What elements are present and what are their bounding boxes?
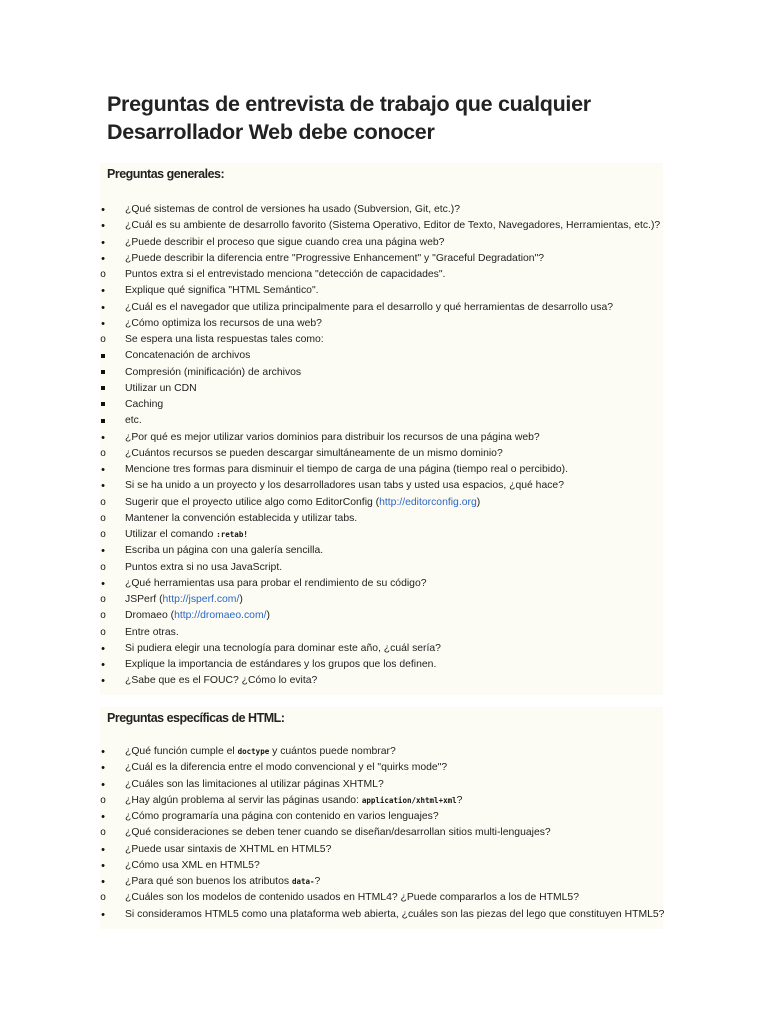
- list-item-text: [125, 446, 503, 462]
- item-text: Explique la importancia de estándares y los grupos que los definen.: [125, 659, 437, 670]
- list-item: [0, 462, 680, 478]
- disc-bullet-icon: [96, 907, 110, 924]
- list-item: [0, 251, 680, 267]
- item-text: ¿Cómo usa XML en HTML5?: [125, 859, 260, 871]
- disc-bullet-icon: [96, 641, 110, 658]
- item-text: ¿Cuáles son los modelos de contenido usados en HTML4? ¿Puede compararlos a los de HTML5?: [125, 892, 579, 904]
- disc-bullet-icon: [96, 760, 110, 777]
- list-item: [0, 809, 680, 825]
- list-item: [0, 527, 680, 543]
- item-text-after: ): [266, 610, 270, 622]
- general-questions-list: [0, 202, 680, 690]
- list-item-text: [125, 560, 282, 576]
- list-item-text: [125, 760, 447, 776]
- item-text: JSPerf (: [125, 594, 163, 605]
- circle-bullet-icon: [96, 825, 110, 841]
- list-item: [0, 592, 680, 608]
- list-item-text: [125, 478, 564, 494]
- item-text-after: y cuántos puede nombrar?: [269, 746, 396, 757]
- item-text: Escriba un página con una galería sencilla.: [125, 545, 324, 557]
- disc-bullet-icon: [96, 809, 110, 826]
- list-item-text: [125, 874, 320, 890]
- item-text: Utilizar el comando: [125, 529, 217, 540]
- list-item-text: [125, 218, 660, 234]
- disc-bullet-icon: [96, 576, 110, 593]
- list-item: [0, 608, 680, 624]
- disc-bullet-icon: [96, 874, 110, 891]
- disc-bullet-icon: [96, 673, 110, 690]
- list-item: [0, 397, 680, 413]
- list-item-text: [125, 608, 270, 624]
- list-item-text: [125, 625, 179, 641]
- list-item-text: [125, 251, 544, 267]
- list-item: [0, 673, 680, 689]
- circle-bullet-icon: [96, 527, 110, 543]
- item-text: ¿Cuál es la diferencia entre el modo convencional y el "quirks mode"?: [125, 762, 448, 774]
- item-text: ¿Cuál es el navegador que utiliza principalmente para el desarrollo y qué herramientas de desarrollo usa?: [125, 301, 614, 313]
- list-item: [0, 760, 680, 776]
- disc-bullet-icon: [96, 744, 110, 761]
- list-item: [0, 430, 680, 446]
- list-item: [0, 641, 680, 657]
- list-item: [0, 235, 680, 251]
- list-item: [0, 202, 680, 218]
- list-item: [0, 283, 680, 299]
- section-heading-general: Preguntas generales:: [100, 163, 663, 185]
- item-text: ¿Cuántos recursos se pueden descargar simultáneamente de un mismo dominio?: [125, 447, 503, 459]
- item-text: ¿Cómo optimiza los recursos de una web?: [125, 317, 322, 329]
- disc-bullet-icon: [96, 543, 110, 560]
- item-text: ¿Cómo programaría una página con contenido en varios lenguajes?: [125, 811, 439, 822]
- circle-bullet-icon: [96, 332, 110, 348]
- item-text: Mencione tres formas para disminuir el tiempo de carga de una página (tiempo real o percibido).: [125, 464, 568, 475]
- disc-bullet-icon: [96, 300, 110, 317]
- list-item-text: [125, 332, 324, 348]
- list-item-text: [125, 825, 551, 841]
- list-item-text: [125, 673, 317, 689]
- list-item: [0, 365, 680, 381]
- list-item-text: [125, 283, 319, 299]
- list-item: [0, 576, 680, 592]
- item-text-after: ): [476, 496, 481, 508]
- item-text: ¿Hay algún problema al servir las páginas usando:: [125, 794, 362, 806]
- list-item: [0, 218, 680, 234]
- disc-bullet-icon: [96, 316, 110, 333]
- list-item: [0, 842, 680, 858]
- circle-bullet-icon: [96, 560, 110, 576]
- list-item-text: [125, 858, 260, 874]
- disc-bullet-icon: [96, 430, 110, 447]
- square-bullet-icon: [96, 397, 110, 413]
- list-item-text: [125, 793, 462, 809]
- list-item: [0, 381, 680, 397]
- item-text: ¿Puede describir el proceso que sigue cuando crea una página web?: [125, 236, 445, 248]
- item-text: Se espera una lista respuestas tales como:: [125, 334, 324, 345]
- list-item-text: [125, 397, 163, 413]
- list-item-text: [125, 511, 357, 527]
- list-item-text: [125, 527, 248, 543]
- list-item: [0, 777, 680, 793]
- inline-code: application/xhtml+xml: [361, 795, 457, 805]
- list-item-text: [125, 543, 323, 559]
- disc-bullet-icon: [96, 283, 110, 300]
- disc-bullet-icon: [96, 777, 110, 794]
- item-text: ¿Cuál es su ambiente de desarrollo favorito (Sistema Operativo, Editor de Texto, Navegadores, Herramientas, etc.)?: [125, 220, 661, 232]
- item-text: ¿Puede usar sintaxis de XHTML en HTML5?: [125, 843, 332, 855]
- item-text: Si pudiera elegir una tecnología para dominar este año, ¿cuál sería?: [125, 642, 441, 654]
- item-text: ¿Cuáles son las limitaciones al utilizar páginas XHTML?: [125, 778, 384, 790]
- item-link[interactable]: http://editorconfig.org: [379, 496, 477, 508]
- circle-bullet-icon: [96, 608, 110, 624]
- list-item-text: [125, 413, 142, 429]
- circle-bullet-icon: [96, 511, 110, 527]
- list-item: [0, 793, 680, 809]
- list-item: [0, 543, 680, 559]
- inline-code: doctype: [237, 747, 270, 756]
- list-item: [0, 560, 680, 576]
- list-item: [0, 657, 680, 673]
- disc-bullet-icon: [96, 657, 110, 674]
- list-item: [0, 348, 680, 364]
- list-item: [0, 267, 680, 283]
- item-text: Dromaeo (: [125, 610, 175, 622]
- list-item: [0, 874, 680, 890]
- disc-bullet-icon: [96, 251, 110, 268]
- circle-bullet-icon: [96, 446, 110, 462]
- item-text: Entre otras.: [125, 626, 179, 638]
- list-item-text: [125, 809, 439, 825]
- item-text: Caching: [125, 399, 164, 410]
- list-item-text: [125, 890, 579, 906]
- section-heading-html: Preguntas específicas de HTML:: [100, 707, 663, 729]
- item-text-after: ): [239, 594, 243, 605]
- list-item-text: [125, 576, 427, 592]
- item-text: Mantener la convención establecida y utilizar tabs.: [125, 512, 358, 524]
- list-item-text: [125, 592, 243, 608]
- circle-bullet-icon: [96, 890, 110, 906]
- item-text: Explique qué significa "HTML Semántico".: [125, 285, 319, 297]
- list-item: [0, 332, 680, 348]
- item-text-after: ?: [456, 794, 463, 806]
- inline-code: data-: [291, 877, 315, 886]
- circle-bullet-icon: [96, 592, 110, 608]
- item-text: Puntos extra si el entrevistado menciona "detección de capacidades".: [125, 269, 446, 280]
- list-item-text: [125, 641, 441, 657]
- item-text: ¿Qué consideraciones se deben tener cuando se diseñan/desarrollan sitios multi-lenguajes?: [125, 827, 551, 839]
- item-text: Si consideramos HTML5 como una plataforma web abierta, ¿cuáles son las piezas del lego que constituyen HTML5?: [125, 908, 665, 920]
- item-text: Si se ha unido a un proyecto y los desarrolladores usan tabs y usted usa espacios, ¿qué hace?: [125, 480, 564, 492]
- square-bullet-icon: [96, 348, 110, 364]
- disc-bullet-icon: [96, 218, 110, 235]
- list-item-text: [125, 300, 613, 316]
- item-text: ¿Qué función cumple el: [125, 746, 238, 757]
- square-bullet-icon: [96, 381, 110, 397]
- list-item: [0, 890, 680, 906]
- square-bullet-icon: [96, 413, 110, 429]
- list-item-text: [125, 777, 384, 793]
- list-item: [0, 825, 680, 841]
- item-text: etc.: [125, 415, 142, 427]
- list-item-text: [125, 842, 331, 858]
- item-text-after: ?: [314, 876, 321, 887]
- list-item-text: [125, 365, 301, 381]
- disc-bullet-icon: [96, 478, 110, 495]
- page-title: Preguntas de entrevista de trabajo que cualquier Desarrollador Web debe conocer: [107, 92, 591, 144]
- item-text: Compresión (minificación) de archivos: [125, 366, 302, 378]
- circle-bullet-icon: [96, 625, 110, 641]
- list-item: [0, 744, 680, 760]
- list-item-text: [125, 316, 322, 332]
- list-item: [0, 511, 680, 527]
- item-text: Utilizar un CDN: [125, 382, 197, 394]
- list-item-text: [125, 907, 664, 923]
- item-text: ¿Para qué son buenos los atributos: [125, 876, 292, 887]
- item-text: ¿Qué sistemas de control de versiones ha usado (Subversion, Git, etc.)?: [125, 204, 460, 215]
- list-item: [0, 446, 680, 462]
- list-item-text: [125, 381, 197, 397]
- list-item-text: [125, 744, 396, 760]
- list-item: [0, 413, 680, 429]
- disc-bullet-icon: [96, 235, 110, 252]
- list-item-text: [125, 267, 445, 283]
- item-text: Concatenación de archivos: [125, 350, 251, 362]
- list-item-text: [125, 235, 444, 251]
- list-item-text: [125, 202, 460, 218]
- item-link[interactable]: http://dromaeo.com/: [174, 610, 267, 622]
- circle-bullet-icon: [96, 495, 110, 511]
- list-item: [0, 300, 680, 316]
- item-text: ¿Sabe que es el FOUC? ¿Cómo lo evita?: [125, 675, 318, 687]
- disc-bullet-icon: [96, 202, 110, 219]
- disc-bullet-icon: [96, 842, 110, 859]
- square-bullet-icon: [96, 365, 110, 381]
- inline-code: :retab!: [216, 530, 248, 539]
- list-item-text: [125, 657, 436, 673]
- item-text: ¿Por qué es mejor utilizar varios dominios para distribuir los recursos de una página web?: [125, 431, 540, 443]
- html-questions-list: [0, 744, 680, 923]
- list-item-text: [125, 462, 568, 478]
- item-text: Sugerir que el proyecto utilice algo como EditorConfig (: [125, 496, 380, 508]
- list-item: [0, 625, 680, 641]
- item-text: ¿Qué herramientas usa para probar el rendimiento de su código?: [125, 577, 427, 589]
- disc-bullet-icon: [96, 858, 110, 875]
- list-item-text: [125, 348, 250, 364]
- list-item-text: [125, 495, 480, 511]
- list-item: [0, 907, 680, 923]
- item-link[interactable]: http://jsperf.com/: [162, 594, 240, 605]
- circle-bullet-icon: [96, 267, 110, 283]
- list-item: [0, 495, 680, 511]
- list-item: [0, 858, 680, 874]
- circle-bullet-icon: [96, 793, 110, 809]
- list-item: [0, 478, 680, 494]
- list-item-text: [125, 430, 540, 446]
- item-text: Puntos extra si no usa JavaScript.: [125, 561, 283, 573]
- disc-bullet-icon: [96, 462, 110, 479]
- list-item: [0, 316, 680, 332]
- item-text: ¿Puede describir la diferencia entre "Progressive Enhancement" y "Graceful Degradation"?: [125, 252, 545, 264]
